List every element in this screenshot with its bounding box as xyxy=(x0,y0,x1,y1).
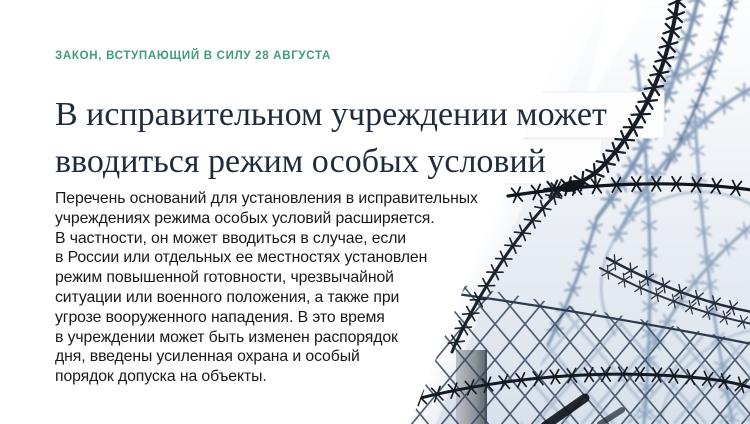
body-line: учреждениях режима особых условий расширяется. xyxy=(55,209,435,227)
body-line: дня, введены усиленная охрана и особый xyxy=(55,348,360,366)
body-line: ситуации или военного положения, а также при xyxy=(55,288,400,306)
body-paragraph xyxy=(55,189,485,387)
headline-line2-text: вводиться режим особых условий xyxy=(55,142,546,180)
body-line: порядок допуска на объекты. xyxy=(55,368,267,386)
body-line: угрозе вооруженного нападения. В это время xyxy=(55,308,385,326)
body-line: В частности, он может вводиться в случае, если xyxy=(55,229,407,247)
body-line: режим повышенной готовности, чрезвычайной xyxy=(55,269,394,287)
headline-line1-text: В исправительном учреждении может xyxy=(55,96,607,133)
headline-line2 xyxy=(43,139,602,184)
headline-line1 xyxy=(43,92,664,138)
body-line: в учреждении может быть изменен распорядок xyxy=(55,328,398,346)
kicker-label: ЗАКОН, ВСТУПАЮЩИЙ В СИЛУ 28 АВГУСТА xyxy=(55,50,331,62)
body-line: в России или отдельных ее местностях установлен xyxy=(55,249,428,267)
body-line: Перечень оснований для установления в исправительных xyxy=(55,190,478,207)
